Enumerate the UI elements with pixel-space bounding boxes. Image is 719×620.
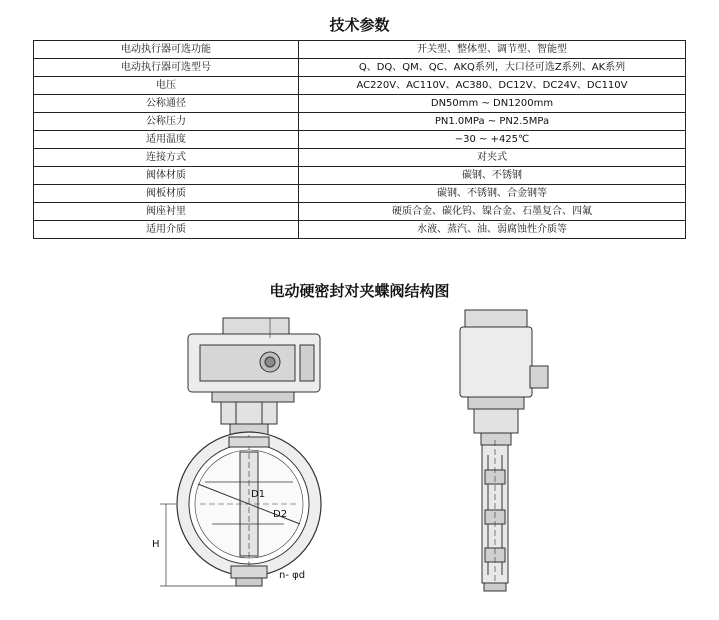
valve-body-side <box>482 440 508 591</box>
spec-label: 公称压力 <box>34 113 299 131</box>
spec-value: 硬质合金、碳化钨、镍合金、石墨复合、四氟 <box>299 203 686 221</box>
bracket-side <box>474 409 518 445</box>
spec-label: 电压 <box>34 77 299 95</box>
spec-value: PN1.0MPa ~ PN2.5MPa <box>299 113 686 131</box>
spec-value: 对夹式 <box>299 149 686 167</box>
spec-row <box>34 149 686 167</box>
spec-value: Q、DQ、QM、QC、AKQ系列，大口径可选Z系列、AK系列 <box>299 59 686 77</box>
spec-row <box>34 167 686 185</box>
spec-table <box>33 40 686 239</box>
diagram-title: 电动硬密封对夹蝶阀结构图 <box>269 282 450 300</box>
spec-row <box>34 203 686 221</box>
spec-row <box>34 221 686 239</box>
spec-value: DN50mm ~ DN1200mm <box>299 95 686 113</box>
spec-row <box>34 59 686 77</box>
spec-label: 电动执行器可选功能 <box>34 41 299 59</box>
spec-label: 连接方式 <box>34 149 299 167</box>
spec-value: 碳钢、不锈钢 <box>299 167 686 185</box>
spec-label: 电动执行器可选型号 <box>34 59 299 77</box>
spec-label: 阀板材质 <box>34 185 299 203</box>
spec-row <box>34 185 686 203</box>
spec-title: 技术参数 <box>329 16 390 34</box>
spec-row <box>34 95 686 113</box>
valve-body-front <box>177 432 321 586</box>
spec-label: 阀座衬里 <box>34 203 299 221</box>
actuator-side <box>460 310 548 409</box>
spec-label: 公称通径 <box>34 95 299 113</box>
diameter-d2-label: D2 <box>273 509 288 520</box>
spec-row <box>34 41 686 59</box>
spec-row <box>34 113 686 131</box>
spec-row <box>34 131 686 149</box>
spec-label: 适用温度 <box>34 131 299 149</box>
valve-structure-drawing <box>0 300 719 620</box>
spec-value: AC220V、AC110V、AC380、DC12V、DC24V、DC110V <box>299 77 686 95</box>
bolt-holes-label: n- φd <box>279 570 306 581</box>
spec-value: 碳钢、不锈钢、合金钢等 <box>299 185 686 203</box>
spec-value: 开关型、整体型、调节型、智能型 <box>299 41 686 59</box>
actuator-front <box>188 318 320 402</box>
spec-value: 水液、蒸汽、油、弱腐蚀性介质等 <box>299 221 686 239</box>
spec-label: 阀体材质 <box>34 167 299 185</box>
height-label: H <box>152 539 160 550</box>
spec-label: 适用介质 <box>34 221 299 239</box>
diameter-d1-label: D1 <box>251 489 266 500</box>
spec-value: −30 ~ +425℃ <box>299 131 686 149</box>
spec-row <box>34 77 686 95</box>
